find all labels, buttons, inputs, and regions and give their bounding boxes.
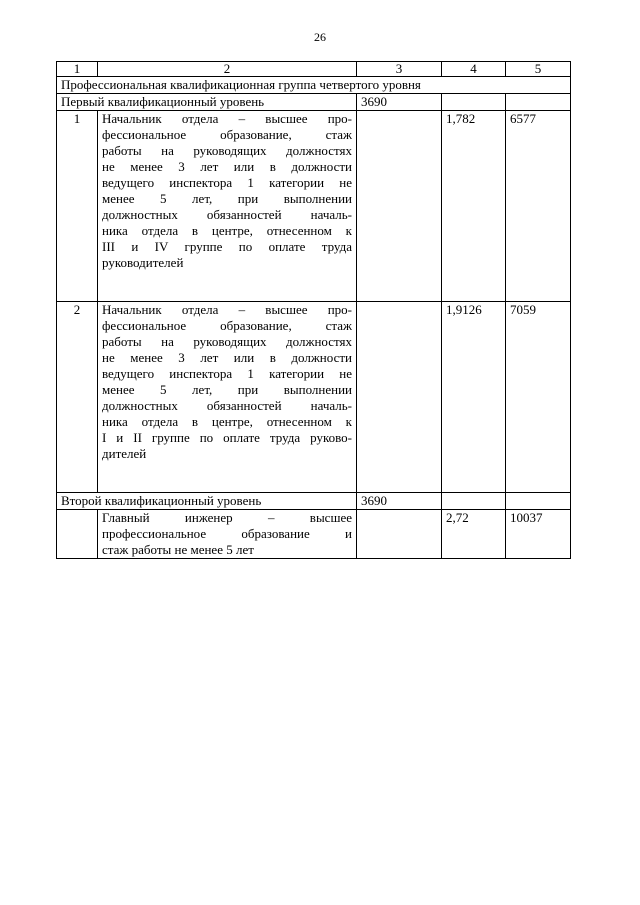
empty-cell: [442, 493, 506, 510]
description-line: Начальник отдела – высшее про-: [102, 111, 352, 126]
description-line: не менее 3 лет или в должности: [102, 159, 352, 174]
header-row: [57, 62, 571, 77]
header-cell: 1: [57, 62, 98, 77]
header-cell: 5: [506, 62, 571, 77]
description-line: должностных обязанностей началь-: [102, 207, 352, 222]
level-title: Первый квалификационный уровень: [57, 94, 357, 111]
salary: 6577: [506, 111, 571, 302]
row-number: 1: [57, 111, 98, 302]
empty-cell: [506, 94, 571, 111]
description-line: работы на руководящих должностях: [102, 334, 352, 349]
level-base-salary: 3690: [357, 94, 442, 111]
description-line: ника отдела в центре, отнесенном к: [102, 223, 352, 238]
description-line: ведущего инспектора 1 категории не: [102, 366, 352, 381]
description-line: менее 5 лет, при выполнении: [102, 382, 352, 397]
row-number: 2: [57, 302, 98, 493]
table-row: [57, 510, 571, 559]
description-line: Начальник отдела – высшее про-: [102, 302, 352, 317]
description-line: менее 5 лет, при выполнении: [102, 191, 352, 206]
level-title: Второй квалификационный уровень: [57, 493, 357, 510]
level-row: [57, 493, 571, 510]
description-line: I и II группе по оплате труда руково-: [102, 430, 352, 445]
empty-cell: [357, 111, 442, 302]
header-cell: 2: [98, 62, 357, 77]
description-line: должностных обязанностей началь-: [102, 398, 352, 413]
coefficient: 1,9126: [442, 302, 506, 493]
row-number: [57, 510, 98, 559]
table-row: [57, 302, 571, 493]
header-cell: 4: [442, 62, 506, 77]
group-title-row: [57, 77, 571, 94]
level-base-salary: 3690: [357, 493, 442, 510]
description-line: ника отдела в центре, отнесенном к: [102, 414, 352, 429]
coefficient: 2,72: [442, 510, 506, 559]
group-title: Профессиональная квалификационная группа четвертого уровня: [57, 77, 571, 94]
salary: 7059: [506, 302, 571, 493]
header-cell: 3: [357, 62, 442, 77]
salary: 10037: [506, 510, 571, 559]
description-line: Главный инженер – высшее: [102, 510, 352, 525]
level-row: [57, 94, 571, 111]
empty-cell: [442, 94, 506, 111]
table-row: [57, 111, 571, 302]
description-line: работы на руководящих должностях: [102, 143, 352, 158]
empty-cell: [506, 493, 571, 510]
empty-cell: [357, 302, 442, 493]
coefficient: 1,782: [442, 111, 506, 302]
description-line: ведущего инспектора 1 категории не: [102, 175, 352, 190]
description-line: III и IV группе по оплате труда: [102, 239, 352, 254]
position-description: [98, 510, 357, 559]
description-line: стаж работы не менее 5 лет: [102, 542, 254, 557]
description-line: руководителей: [102, 255, 184, 270]
position-description: [98, 111, 357, 302]
position-description: [98, 302, 357, 493]
description-line: фессиональное образование, стаж: [102, 127, 352, 142]
page-number: 26: [314, 30, 326, 44]
description-line: дителей: [102, 446, 147, 461]
salary-table: [56, 61, 571, 559]
description-line: не менее 3 лет или в должности: [102, 350, 352, 365]
empty-cell: [357, 510, 442, 559]
description-line: профессиональное образование и: [102, 526, 352, 541]
description-line: фессиональное образование, стаж: [102, 318, 352, 333]
